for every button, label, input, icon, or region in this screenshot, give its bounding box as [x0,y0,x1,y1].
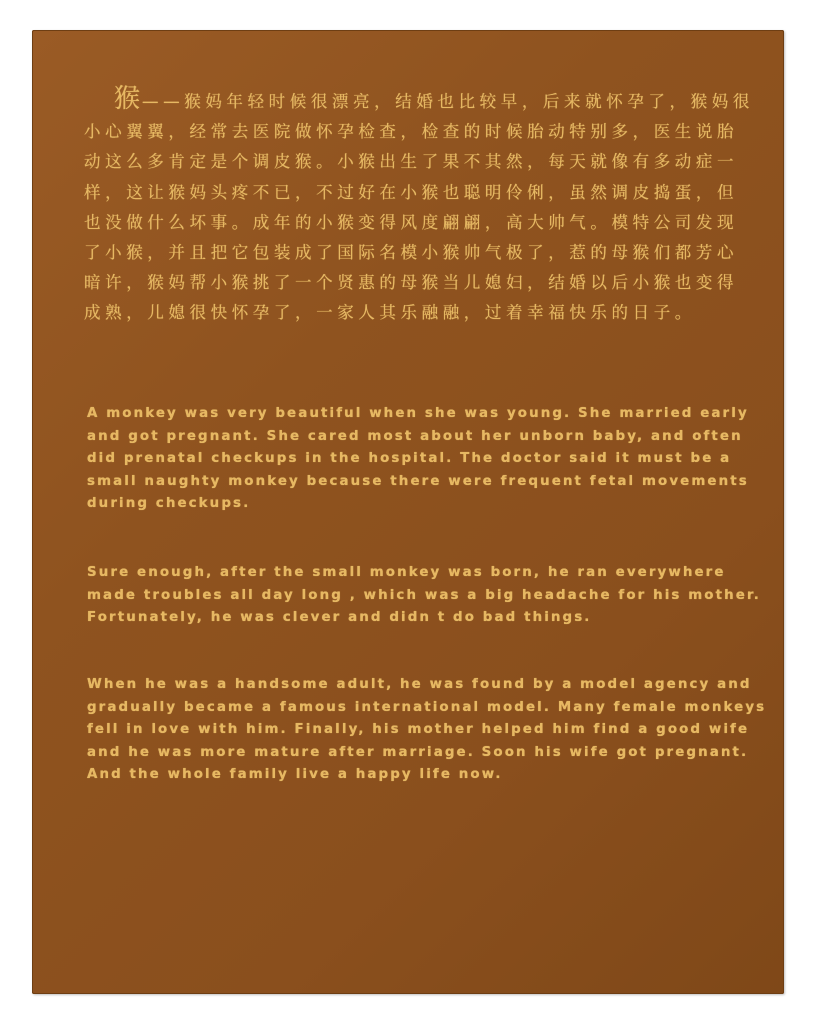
english-paragraph-1: A monkey was very beautiful when she was young. She married early and got pregnant. She cared most about her unborn baby, and often did prenatal checkups in the hospital. The doctor said it must be a small naughty monkey because there were frequent fetal movements during checkups. [87,406,749,512]
chinese-story-text: ——猴妈年轻时候很漂亮，结婚也比较早，后来就怀孕了，猴妈很小心翼翼，经常去医院做怀孕检查，检查的时候胎动特别多，医生说胎动这么多肯定是个调皮猴。小猴出生了果不其然，每天就像有多动症一样，这让猴妈头疼不已，不过好在小猴也聪明伶俐，虽然调皮捣蛋，但也没做什么坏事。成年的小猴变得风度翩翩，高大帅气。模特公司发现了小猴，并且把它包装成了国际名模小猴帅气极了，惹的母猴们都芳心暗许，猴妈帮小猴挑了一个贤惠的母猴当儿媳妇，结婚以后小猴也变得成熟，儿媳很快怀孕了，一家人其乐融融，过着幸福快乐的日子。 [84,92,754,323]
chinese-lead-character: 猴 [114,84,143,114]
english-paragraph-3: When he was a handsome adult, he was found by a model agency and gradually became a famous international model. Many female monkeys fell in love with him. Finally, his mother helped him find a good wife and he was more mature after marriage. Soon his wife got pregnant. And the whole family live a happy life now. [87,677,767,783]
english-paragraph-2: Sure enough, after the small monkey was born, he ran everywhere made troubles all day long , which was a big headache for his mother. Fortunately, he was clever and didn t do bad things. [87,565,761,626]
chinese-story-paragraph [84,84,754,329]
engraved-panel [32,30,784,994]
